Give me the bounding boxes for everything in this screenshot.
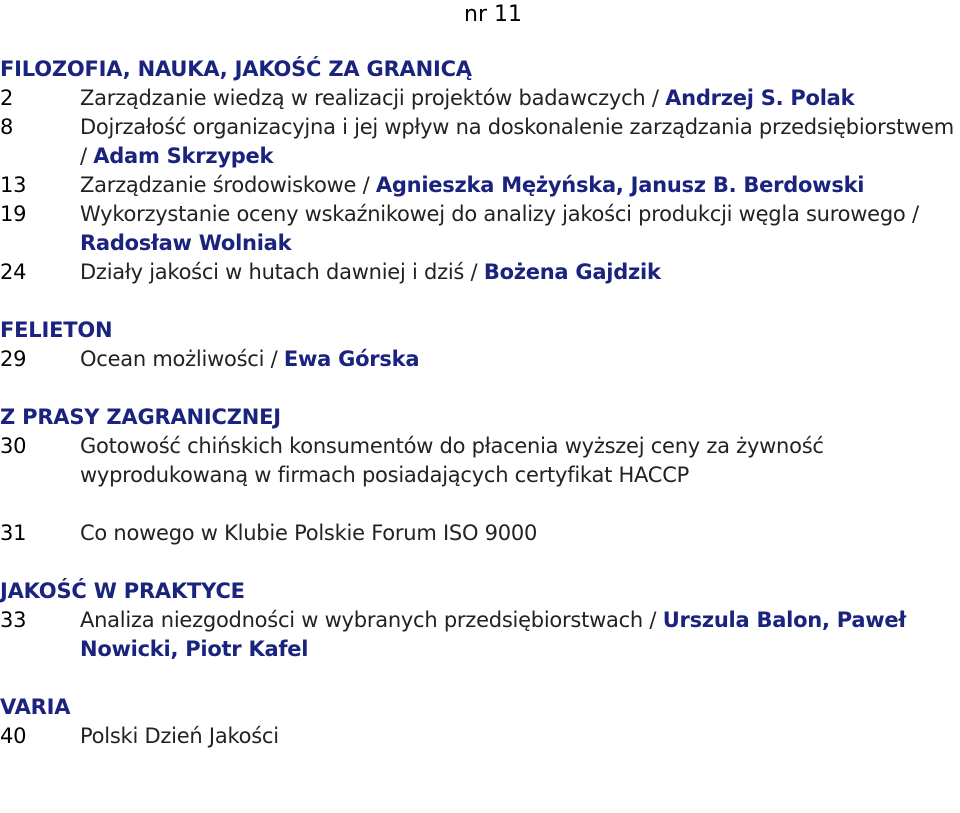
- entry-separator: /: [264, 347, 284, 371]
- entry-separator: /: [356, 173, 376, 197]
- entry-text: [80, 345, 960, 374]
- section-jakosc-w-praktyce: [0, 577, 960, 664]
- entry-page-number: 2: [0, 86, 14, 110]
- entry-page-number: 31: [0, 521, 27, 545]
- entry-page-number: 40: [0, 724, 27, 748]
- section-filozofia-nauka: [0, 55, 960, 287]
- entry-title: Analiza niezgodności w wybranych przedsiębiorstwach: [80, 608, 643, 632]
- entry-author: Ewa Górska: [283, 347, 420, 371]
- entry-author: Andrzej S. Polak: [665, 86, 855, 110]
- entry-text: [80, 432, 960, 490]
- section-title: FILOZOFIA, NAUKA, JAKOŚĆ ZA GRANICĄ: [0, 57, 472, 81]
- entry-page-number: 30: [0, 434, 27, 458]
- toc-entry: [0, 432, 960, 490]
- entry-text: [80, 200, 960, 258]
- entry-separator: /: [645, 86, 666, 110]
- entry-page-number: 13: [0, 173, 27, 197]
- entry-separator: /: [80, 144, 94, 168]
- entry-page-number: 24: [0, 260, 27, 284]
- entry-text: [80, 171, 960, 200]
- toc-entry: [0, 84, 960, 113]
- entry-page-number: 19: [0, 202, 27, 226]
- entry-title: Wykorzystanie oceny wskaźnikowej do analizy jakości produkcji węgla surowego: [80, 202, 906, 226]
- entry-page-number: 33: [0, 608, 27, 632]
- entry-text: [80, 519, 960, 548]
- section-title: JAKOŚĆ W PRAKTYCE: [0, 579, 245, 603]
- entry-text: [80, 606, 960, 664]
- entry-author: Agnieszka Mężyńska, Janusz B. Berdowski: [375, 173, 865, 197]
- entry-text: [80, 258, 960, 287]
- entry-separator: /: [905, 202, 919, 226]
- entry-title: Dojrzałość organizacyjna i jej wpływ na doskonalenie zarządzania przedsiębiorstwem: [80, 115, 954, 139]
- section-varia: [0, 693, 960, 751]
- entry-title: Ocean możliwości: [80, 347, 265, 371]
- entry-author: Urszula Balon, Paweł Nowicki, Piotr Kafel: [80, 608, 906, 661]
- entry-title: Co nowego w Klubie Polskie Forum ISO 9000: [80, 521, 538, 545]
- entry-separator: /: [464, 260, 484, 284]
- entry-title: Polski Dzień Jakości: [80, 724, 279, 748]
- toc-entry: [0, 258, 960, 287]
- entry-title: Gotowość chińskich konsumentów do płacenia wyższej ceny za żywność wyprodukowaną w firmach posiadających certyfikat HACCP: [80, 434, 824, 487]
- toc-entry: [0, 345, 960, 374]
- toc-entry: [0, 606, 960, 664]
- entry-title: Zarządzanie środowiskowe: [80, 173, 357, 197]
- table-of-contents: [0, 55, 960, 751]
- toc-entry: [0, 113, 960, 171]
- entry-page-number: 8: [0, 115, 14, 139]
- toc-entry: [0, 200, 960, 258]
- section-title: Z PRASY ZAGRANICZNEJ: [0, 405, 281, 429]
- section-z-prasy-zagranicznej: [0, 403, 960, 548]
- toc-entry: [0, 722, 960, 751]
- entry-author: Bożena Gajdzik: [483, 260, 661, 284]
- entry-title: Działy jakości w hutach dawniej i dziś: [80, 260, 465, 284]
- entry-author: Adam Skrzypek: [93, 144, 274, 168]
- entry-separator: /: [643, 608, 663, 632]
- entry-title: Zarządzanie wiedzą w realizacji projektów badawczych: [80, 86, 646, 110]
- entry-text: [80, 84, 960, 113]
- toc-entry: [0, 519, 960, 548]
- entry-text: [80, 113, 960, 171]
- page-number: nr 11: [464, 2, 522, 27]
- section-title: VARIA: [0, 695, 71, 719]
- entry-author: Radosław Wolniak: [80, 231, 292, 255]
- entry-page-number: 29: [0, 347, 27, 371]
- section-felieton: [0, 316, 960, 374]
- section-title: FELIETON: [0, 318, 113, 342]
- entry-text: [80, 722, 960, 751]
- toc-entry: [0, 171, 960, 200]
